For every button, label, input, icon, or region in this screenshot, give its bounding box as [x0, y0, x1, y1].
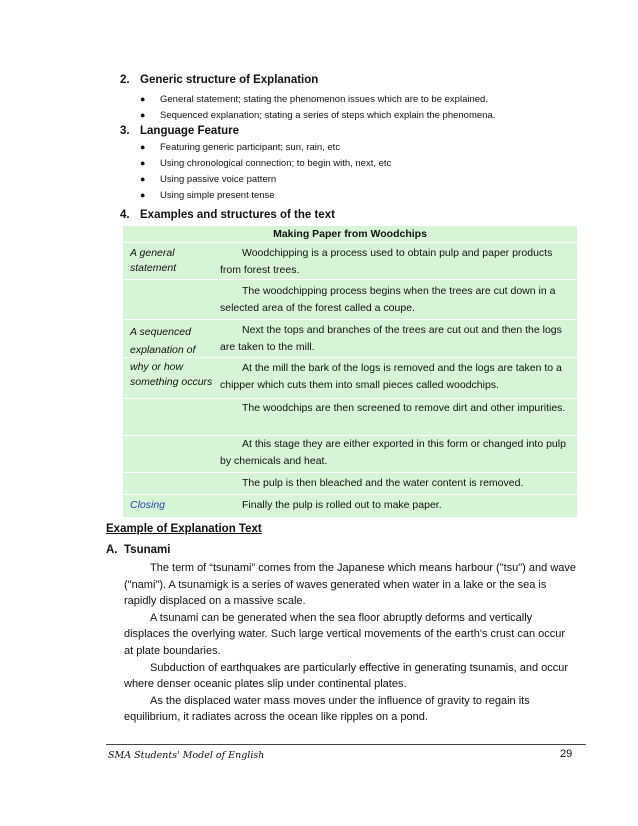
table-row [123, 494, 577, 517]
row-label: A general statement [130, 247, 177, 274]
section-4-heading: 4. Examples and structures of the text [120, 209, 335, 221]
table-row [123, 398, 577, 435]
row-label: why or how something occurs [130, 361, 213, 388]
bullet-icon: ● [140, 94, 146, 104]
row-text: The woodchips are then screened to remove dirt and other impurities. [242, 402, 566, 414]
structure-table [123, 226, 577, 517]
row-text: The pulp is then bleached and the water content is removed. [242, 477, 524, 489]
row-label [123, 436, 220, 472]
row-label [123, 399, 220, 435]
list-item: ● General statement; stating the phenomenon issues which are to be explained. [140, 91, 495, 107]
bullet-icon: ● [140, 158, 146, 168]
list-item: ● Using passive voice pattern [140, 171, 391, 187]
bullet-icon: ● [140, 110, 146, 120]
row-label [123, 280, 220, 319]
row-label [123, 473, 220, 494]
section-3-heading: 3. Language Feature [120, 125, 240, 137]
table-row [123, 435, 577, 472]
table-row [123, 319, 577, 357]
section-3-bullets [140, 139, 391, 203]
list-item: ● Using chronological connection; to begin with, next, etc [140, 155, 391, 171]
paragraph: Subduction of earthquakes are particularly effective in generating tsunamis, and occur where denser oceanic plates slip under continental plates. [124, 661, 569, 691]
row-text: Finally the pulp is rolled out to make paper. [242, 499, 442, 511]
list-item: ● Featuring generic participant; sun, rain, etc [140, 139, 391, 155]
row-text: At this stage they are either exported in this form or changed into pulp by chemicals and heat. [220, 438, 566, 467]
row-text: Next the tops and branches of the trees are cut out and then the logs are taken to the mill. [220, 324, 562, 353]
table-row [123, 472, 577, 494]
paragraph: As the displaced water mass moves under the influence of gravity to regain its equilibrium, it radiates across the ocean like ripples on a pond. [124, 694, 530, 724]
row-text: The woodchipping process begins when the trees are cut down in a selected area of the forest called a coupe. [220, 285, 556, 314]
row-label: A sequenced explanation of [130, 326, 196, 356]
footer-divider [106, 744, 586, 745]
paragraph: A tsunami can be generated when the sea floor abruptly deforms and vertically displaces the overlying water. Such large vertical movements of the earth's crust can occur at plate boundaries. [124, 611, 566, 657]
tsunami-body [124, 560, 576, 726]
example-heading: Example of Explanation Text [106, 523, 262, 535]
row-label-closing: Closing [130, 499, 166, 511]
list-item: ● Sequenced explanation; stating a series of steps which explain the phenomena. [140, 107, 495, 123]
list-item: ● Using simple present tense [140, 187, 391, 203]
tsunami-heading: A. Tsunami [106, 544, 171, 556]
bullet-icon: ● [140, 142, 146, 152]
row-text: At the mill the bark of the logs is removed and the logs are taken to a chipper which cuts them into small pieces called woodchips. [220, 362, 562, 391]
footer-title: SMA Students' Model of English [108, 750, 265, 761]
table-row [123, 242, 577, 279]
page-number: 29 [560, 748, 573, 760]
table-row [123, 279, 577, 319]
row-text: Woodchipping is a process used to obtain pulp and paper products from forest trees. [220, 247, 553, 276]
paragraph: The term of “tsunami” comes from the Japanese which means harbour ("tsu") and wave ("nami"). A tsunamigk is a series of waves generated when water in a lake or the sea is rapidly displaced on a massive scale. [124, 562, 576, 608]
section-2-heading: 2. Generic structure of Explanation [120, 74, 319, 86]
table-row [123, 357, 577, 398]
section-2-bullets [140, 91, 495, 123]
table-title: Making Paper from Woodchips [273, 228, 427, 240]
bullet-icon: ● [140, 174, 146, 184]
bullet-icon: ● [140, 190, 146, 200]
